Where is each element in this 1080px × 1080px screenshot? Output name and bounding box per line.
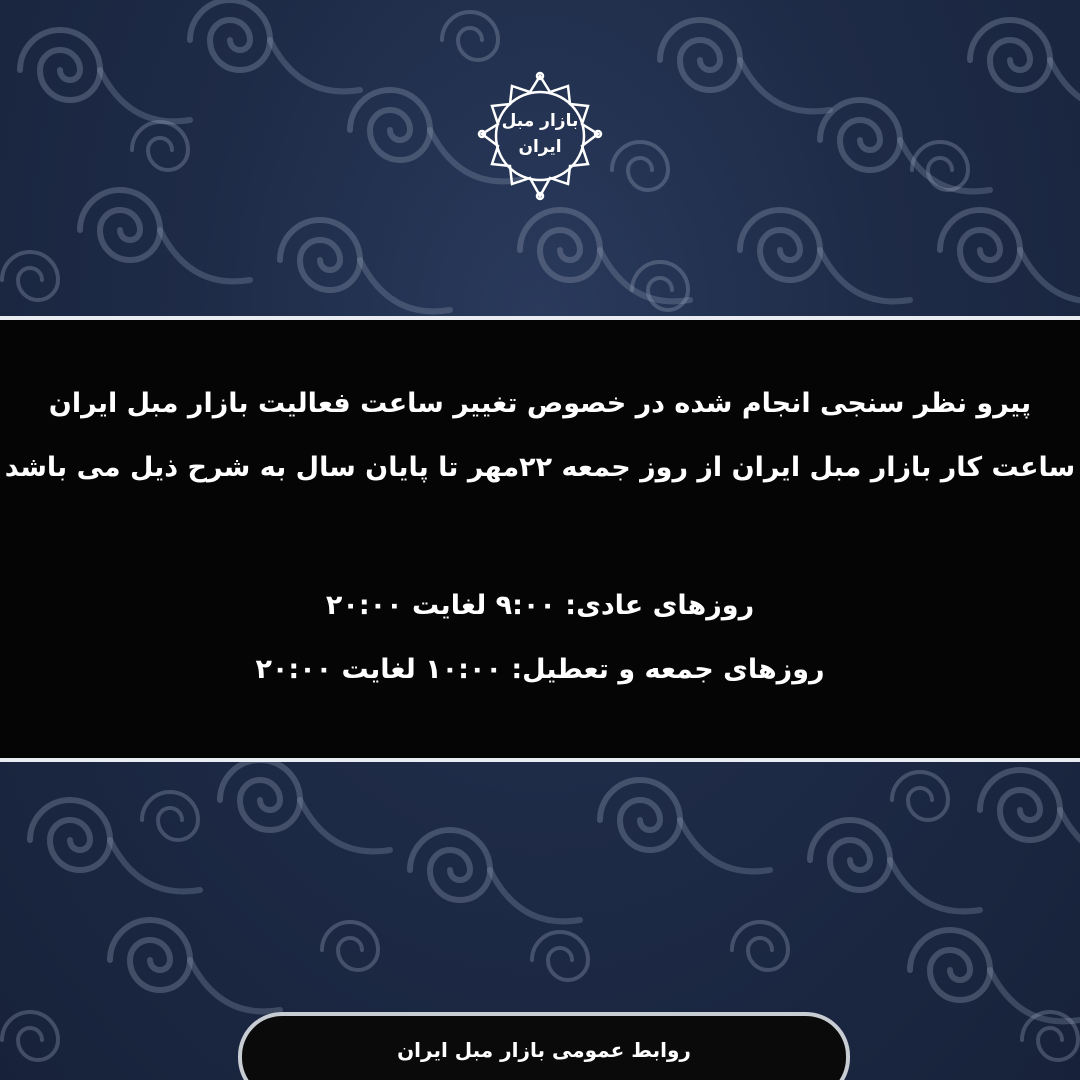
announcement-line-1: پیرو نظر سنجی انجام شده در خصوص تغییر ساعت فعالیت بازار مبل ایران (48, 388, 1032, 419)
regular-days-hours: روزهای عادی: ۹:۰۰ لغایت ۲۰:۰۰ (325, 590, 755, 621)
announcement-band (0, 316, 1080, 762)
holiday-hours: روزهای جمعه و تعطیل: ۱۰:۰۰ لغایت ۲۰:۰۰ (255, 654, 825, 685)
logo-text-line2: ایران (518, 137, 562, 157)
logo-text-line1: بازار مبل (501, 111, 579, 131)
footer-pill (238, 1012, 850, 1080)
announcement-line-2: ساعت کار بازار مبل ایران از روز جمعه ۲۲مهر تا پایان سال به شرح ذیل می باشد (4, 452, 1076, 483)
footer-text: روابط عمومی بازار مبل ایران (397, 1038, 691, 1062)
